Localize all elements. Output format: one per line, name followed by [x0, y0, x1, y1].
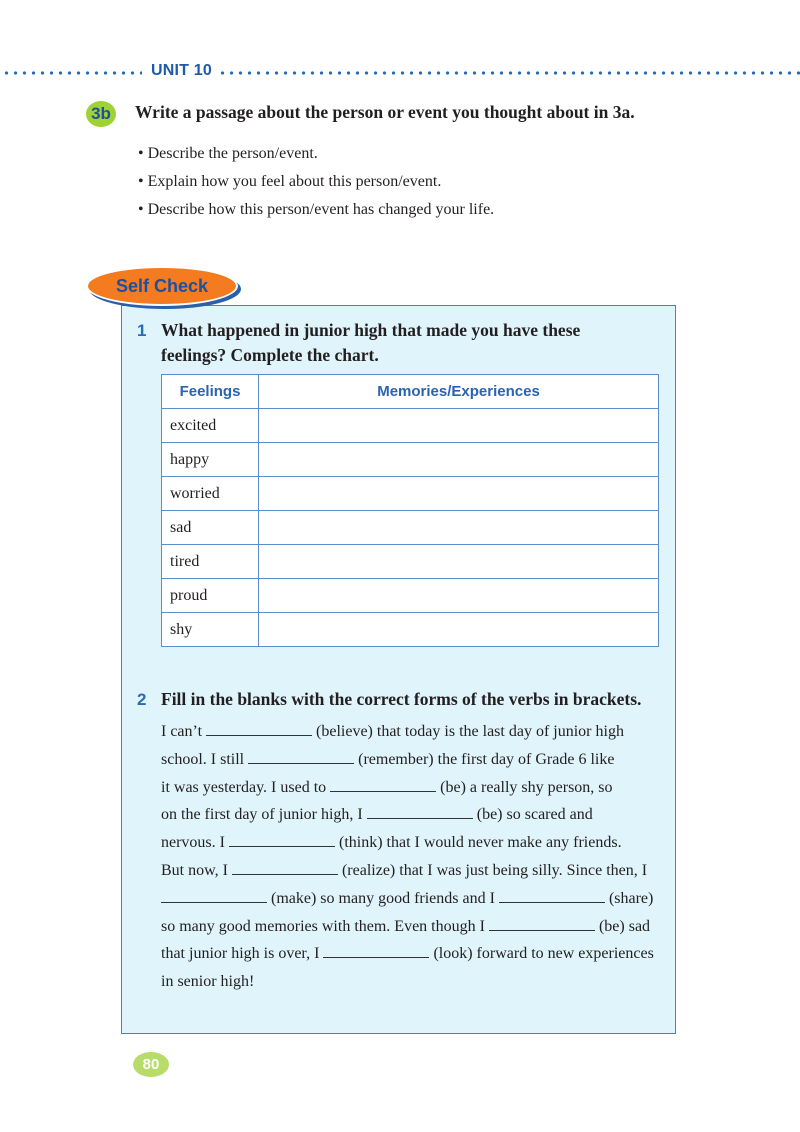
passage-text: (believe) that today is the last day of junior high: [312, 723, 624, 740]
page-number: 80: [133, 1052, 169, 1077]
table-row: [162, 579, 659, 613]
question-1-line: What happened in junior high that made you have these: [161, 320, 581, 340]
header-dots-left: [2, 71, 142, 75]
passage-line: [161, 913, 666, 941]
table-row: [162, 443, 659, 477]
memory-cell[interactable]: [259, 545, 659, 579]
passage-text: (be) so scared and: [472, 806, 593, 824]
passage-line: [161, 718, 666, 746]
memory-cell[interactable]: [259, 477, 659, 511]
passage-line: [161, 885, 666, 913]
table-row: [162, 511, 659, 545]
blank-think[interactable]: [229, 830, 335, 847]
column-header-memories: Memories/Experiences: [259, 375, 659, 409]
blank-believe[interactable]: [206, 719, 312, 736]
question-1-line: feelings? Complete the chart.: [161, 345, 379, 365]
feeling-cell: shy: [162, 613, 259, 647]
passage-line: [161, 940, 666, 968]
bullet-text: Describe how this person/event has changed your life.: [147, 201, 495, 218]
bullet-text: Explain how you feel about this person/event.: [147, 173, 442, 190]
memory-cell[interactable]: [259, 613, 659, 647]
bullet-item: • Describe the person/event.: [138, 145, 318, 162]
passage-line: [161, 968, 666, 996]
passage-text: (realize) that I was just being silly. Since then, I: [337, 861, 648, 879]
bullet-item: • Explain how you feel about this person/event.: [138, 173, 442, 190]
header-dots-right: [218, 71, 800, 75]
blank-share[interactable]: [499, 886, 605, 903]
self-check-badge: Self Check: [86, 266, 238, 306]
feeling-cell: excited: [162, 409, 259, 443]
memory-cell[interactable]: [259, 579, 659, 613]
table-row: [162, 409, 659, 443]
question-2-text: Fill in the blanks with the correct forms of the verbs in brackets.: [161, 689, 642, 709]
question-1-number: 1: [137, 321, 147, 340]
passage-text: nervous. I: [161, 834, 229, 852]
passage-text: (be) a really shy person, so: [436, 778, 613, 796]
memory-cell[interactable]: [259, 443, 659, 477]
table-row: [162, 545, 659, 579]
passage-line: [161, 857, 666, 885]
passage-line: [161, 774, 666, 802]
blank-make[interactable]: [161, 886, 267, 903]
passage-text: that junior high is over, I: [161, 945, 324, 963]
unit-title: UNIT 10: [151, 62, 212, 79]
passage-text: (share): [604, 889, 654, 907]
blank-look[interactable]: [323, 941, 429, 958]
passage-line: [161, 801, 666, 829]
feeling-cell: happy: [162, 443, 259, 477]
question-2-number: 2: [137, 690, 147, 709]
bullet-text: Describe the person/event.: [147, 145, 318, 162]
blank-be-1[interactable]: [330, 775, 436, 792]
section-3b-instruction: Write a passage about the person or event you thought about in 3a.: [135, 102, 635, 122]
blank-be-3[interactable]: [489, 914, 595, 931]
table-row: [162, 477, 659, 511]
bullet-item: • Describe how this person/event has changed your life.: [138, 201, 495, 218]
passage-text: on the first day of junior high, I: [161, 806, 367, 824]
passage-text: (think) that I would never make any friends.: [334, 834, 622, 852]
passage-text: I can’t: [161, 723, 207, 740]
passage-line: [161, 746, 666, 774]
feeling-cell: proud: [162, 579, 259, 613]
passage-text: (look) forward to new experiences: [429, 945, 654, 963]
passage-text: (remember) the first day of Grade 6 like: [354, 750, 615, 768]
section-3b-badge: 3b: [86, 101, 116, 127]
question-1-text: [161, 318, 580, 368]
blank-realize[interactable]: [232, 858, 338, 875]
passage-text: school. I still: [161, 750, 249, 768]
passage-text: But now, I: [161, 861, 232, 879]
blank-be-2[interactable]: [367, 802, 473, 819]
passage-text: in senior high!: [161, 973, 255, 991]
passage-text: (make) so many good friends and I: [267, 889, 499, 907]
passage-text: so many good memories with them. Even though I: [161, 917, 489, 935]
memory-cell[interactable]: [259, 409, 659, 443]
memory-cell[interactable]: [259, 511, 659, 545]
table-row: [162, 613, 659, 647]
feelings-chart: [161, 374, 659, 647]
feeling-cell: sad: [162, 511, 259, 545]
blank-remember[interactable]: [248, 747, 354, 764]
column-header-feelings: Feelings: [162, 375, 259, 409]
passage-text: (be) sad: [594, 917, 651, 935]
feeling-cell: worried: [162, 477, 259, 511]
passage-text: it was yesterday. I used to: [161, 778, 331, 796]
fill-in-passage: [161, 718, 666, 996]
unit-header: [0, 60, 800, 84]
feeling-cell: tired: [162, 545, 259, 579]
passage-line: [161, 829, 666, 857]
